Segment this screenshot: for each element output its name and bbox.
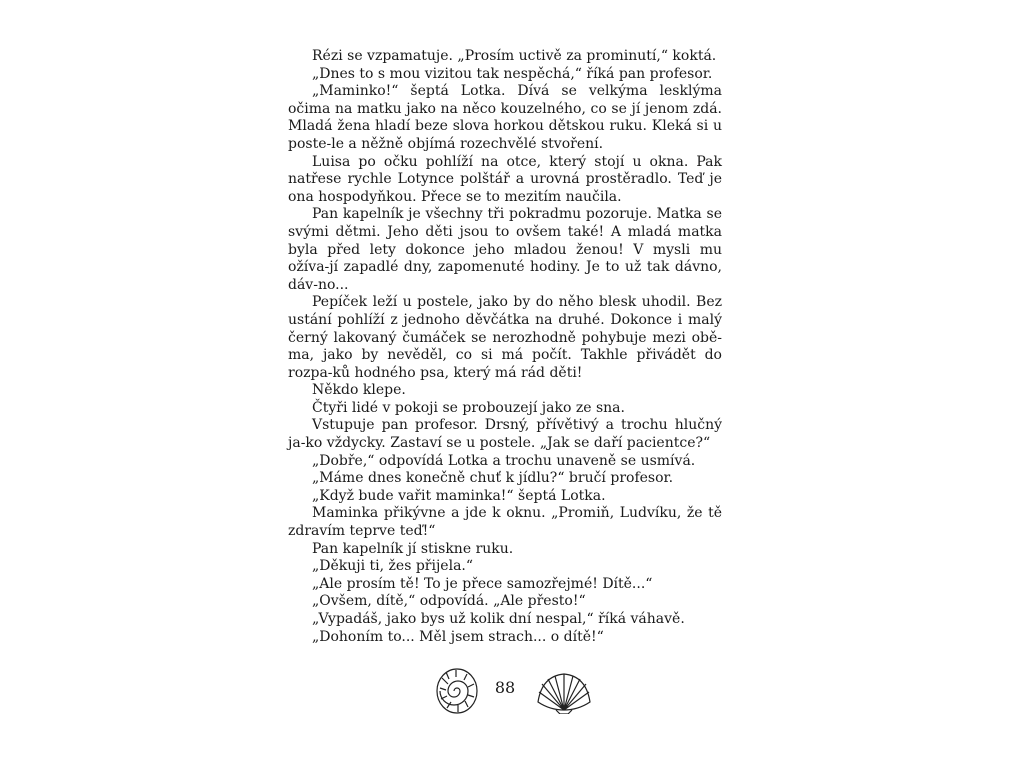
- page-number: 88: [494, 678, 516, 697]
- paragraph: Maminka přikývne a jde k oknu. „Promiň, Ludvíku, že tě zdravím teprve teď!“: [288, 505, 722, 540]
- page-footer: [0, 664, 1024, 724]
- paragraph: „Ovšem, dítě,“ odpovídá. „Ale přesto!“: [312, 593, 586, 610]
- paragraph: Pan kapelník je všechny tři pokradmu pozoruje. Matka se svými dětmi. Jeho děti jsou to ovšem také! A mladá matka byla před lety dokonce jeho mladou ženou! V mysli mu ožíva-jí zapadlé dny, zapomenuté hodiny. Je to už tak dávno, dáv-no...: [288, 206, 722, 293]
- book-page-text: [288, 48, 722, 646]
- paragraph: Luisa po očku pohlíží na otce, který stojí u okna. Pak natřese rychle Lotynce polštář a urovná prostěradlo. Teď je ona hospodyňkou. Přece se to mezitím naučila.: [288, 153, 722, 205]
- paragraph: Pepíček leží u postele, jako by do něho blesk uhodil. Bez ustání pohlíží z jednoho děvčátka na druhé. Dokonce i malý černý lakovaný čumáček se nerozhodně pohybuje mezi obě-ma, jako by nevěděl, co si má počít. Takhle přivádět do rozpa-ků hodného psa, který má rád děti!: [288, 294, 722, 381]
- paragraph: „Když bude vařit maminka!“ šeptá Lotka.: [312, 487, 606, 504]
- paragraph: Někdo klepe.: [312, 382, 406, 399]
- paragraph: „Dnes to s mou vizitou tak nespěchá,“ říká pan profesor.: [312, 65, 713, 82]
- paragraph: „Dobře,“ odpovídá Lotka a trochu unaveně se usmívá.: [312, 452, 696, 469]
- paragraph: „Vypadáš, jako bys už kolik dní nespal,“ říká váhavě.: [312, 611, 685, 627]
- paragraph: „Máme dnes konečně chuť k jídlu?“ bručí profesor.: [312, 470, 674, 487]
- paragraph: „Maminko!“ šeptá Lotka. Dívá se velkýma lesklýma očima na matku jako na něco kouzelného, co se jí jenom zdá. Mladá žena hladí beze slova horkou dětskou ruku. Kleká si u poste-le a něžně objímá rozechvělé stvoření.: [288, 83, 722, 152]
- paragraph: „Děkuji ti, žes přijela.“: [312, 558, 474, 575]
- scallop-shell-icon: [534, 670, 594, 719]
- nautilus-shell-icon: [434, 666, 480, 721]
- paragraph: Rézi se vzpamatuje. „Prosím uctivě za prominutí,“ koktá.: [312, 48, 717, 64]
- paragraph: Čtyři lidé v pokoji se probouzejí jako ze sna.: [312, 399, 625, 416]
- paragraph: Pan kapelník jí stiskne ruku.: [312, 540, 514, 557]
- paragraph: „Ale prosím tě! To je přece samozřejmé! Dítě...“: [312, 575, 653, 592]
- paragraph: „Dohoním to... Měl jsem strach... o dítě!“: [312, 628, 604, 645]
- paragraph: Vstupuje pan profesor. Drsný, přívětivý a trochu hlučný ja-ko vždycky. Zastaví se u postele. „Jak se daří pacientce?“: [288, 417, 722, 452]
